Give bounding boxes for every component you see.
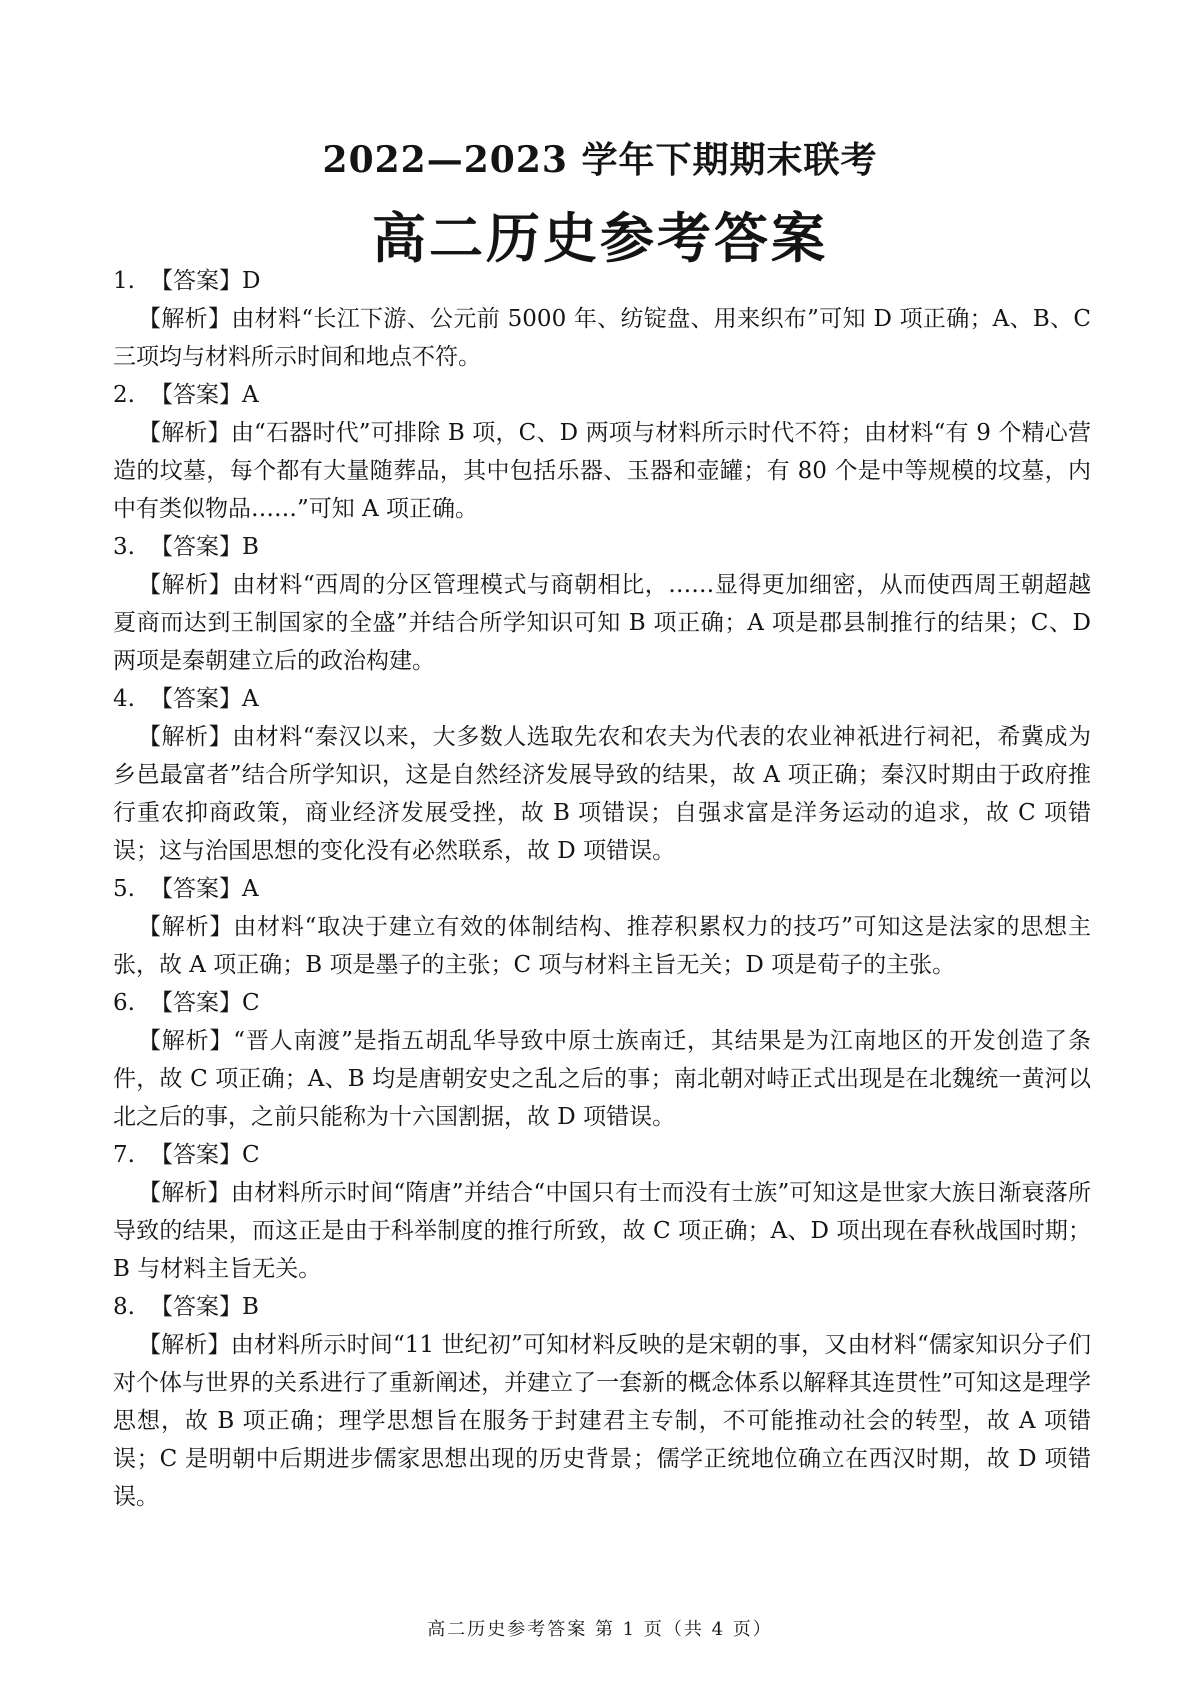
answer-label: 【答案】	[150, 534, 242, 560]
analysis-label: 【解析】	[138, 420, 231, 446]
answer-line	[113, 1136, 1091, 1174]
analysis-text: 由材料“取决于建立有效的体制结构、推荐积累权力的技巧”可知这是法家的思想主张，故 A 项正确；B 项是墨子的主张；C 项与材料主旨无关；D 项是荀子的主张。	[113, 914, 1091, 978]
analysis-paragraph	[113, 908, 1091, 984]
analysis-label: 【解析】	[138, 1332, 231, 1358]
answer-value: D	[242, 268, 261, 294]
question-item	[113, 376, 1091, 528]
question-item	[113, 262, 1091, 376]
analysis-text: 由材料“秦汉以来，大多数人选取先农和农夫为代表的农业神祇进行祠祀，希冀成为乡邑最富者”结合所学知识，这是自然经济发展导致的结果，故 A 项正确；秦汉时期由于政府推行重农抑商政策，商业经济发展受挫，故 B 项错误；自强求富是洋务运动的追求，故 C 项错误；这与治国思想的变化没有必然联系，故 D 项错误。	[113, 724, 1091, 864]
answer-line	[113, 528, 1091, 566]
answer-value: A	[242, 382, 259, 408]
answer-line	[113, 262, 1091, 300]
question-item	[113, 984, 1091, 1136]
answers-list	[113, 262, 1091, 1516]
question-number: 2.	[113, 382, 135, 408]
question-number: 5.	[113, 876, 135, 902]
analysis-label: 【解析】	[138, 1028, 234, 1054]
question-number: 8.	[113, 1294, 135, 1320]
answer-value: C	[242, 990, 260, 1016]
answer-line	[113, 680, 1091, 718]
answer-line	[113, 376, 1091, 414]
answer-value: B	[242, 534, 259, 560]
question-number: 7.	[113, 1142, 135, 1168]
analysis-paragraph	[113, 414, 1091, 528]
question-item	[113, 680, 1091, 870]
question-item	[113, 870, 1091, 984]
question-number: 3.	[113, 534, 135, 560]
analysis-label: 【解析】	[138, 306, 232, 332]
answer-value: C	[242, 1142, 260, 1168]
question-number: 6.	[113, 990, 135, 1016]
analysis-paragraph	[113, 1022, 1091, 1136]
answer-line	[113, 984, 1091, 1022]
document-title: 高二历史参考答案	[372, 206, 828, 270]
question-number: 4.	[113, 686, 135, 712]
exam-title: 2022—2023 学年下期期末联考	[322, 139, 878, 181]
question-item	[113, 1288, 1091, 1516]
analysis-label: 【解析】	[138, 1180, 231, 1206]
answer-label: 【答案】	[150, 382, 242, 408]
answer-value: B	[242, 1294, 259, 1320]
analysis-text: 由材料所示时间“11 世纪初”可知材料反映的是宋朝的事，又由材料“儒家知识分子们对个体与世界的关系进行了重新阐述，并建立了一套新的概念体系以解释其连贯性”可知这是理学思想，故 B 项正确；理学思想旨在服务于封建君主专制，不可能推动社会的转型，故 A 项错误；C 是明朝中后期进步儒家思想出现的历史背景；儒学正统地位确立在西汉时期，故 D 项错误。	[113, 1332, 1091, 1510]
analysis-paragraph	[113, 1174, 1091, 1288]
page-footer: 高二历史参考答案 第 1 页（共 4 页）	[427, 1619, 773, 1640]
analysis-text: “晋人南渡”是指五胡乱华导致中原士族南迁，其结果是为江南地区的开发创造了条件，故 C 项正确；A、B 均是唐朝安史之乱之后的事；南北朝对峙正式出现是在北魏统一黄河以北之后的事，之前只能称为十六国割据，故 D 项错误。	[113, 1028, 1091, 1130]
answer-label: 【答案】	[150, 686, 242, 712]
question-number: 1.	[113, 268, 135, 294]
answer-label: 【答案】	[150, 1142, 242, 1168]
analysis-label: 【解析】	[138, 914, 234, 940]
analysis-text: 由材料“长江下游、公元前 5000 年、纺锭盘、用来织布”可知 D 项正确；A、B、C 三项均与材料所示时间和地点不符。	[113, 306, 1091, 370]
answer-label: 【答案】	[150, 876, 242, 902]
question-item	[113, 528, 1091, 680]
answer-label: 【答案】	[150, 1294, 242, 1320]
analysis-label: 【解析】	[138, 724, 233, 750]
answer-label: 【答案】	[150, 990, 242, 1016]
analysis-paragraph	[113, 566, 1091, 680]
analysis-paragraph	[113, 1326, 1091, 1516]
question-item	[113, 1136, 1091, 1288]
answer-label: 【答案】	[150, 268, 242, 294]
analysis-text: 由“石器时代”可排除 B 项，C、D 两项与材料所示时代不符；由材料“有 9 个精心营造的坟墓，每个都有大量随葬品，其中包括乐器、玉器和壶罐；有 80 个是中等规模的坟墓，内中有类似物品……”可知 A 项正确。	[113, 420, 1092, 522]
analysis-text: 由材料“西周的分区管理模式与商朝相比，……显得更加细密，从而使西周王朝超越夏商而达到王制国家的全盛”并结合所学知识可知 B 项正确；A 项是郡县制推行的结果；C、D 两项是秦朝建立后的政治构建。	[113, 572, 1092, 674]
analysis-text: 由材料所示时间“隋唐”并结合“中国只有士而没有士族”可知这是世家大族日渐衰落所导致的结果，而这正是由于科举制度的推行所致，故 C 项正确；A、D 项出现在春秋战国时期；B 与材料主旨无关。	[113, 1180, 1091, 1282]
analysis-paragraph	[113, 718, 1091, 870]
answer-value: A	[242, 686, 259, 712]
analysis-paragraph	[113, 300, 1091, 376]
answer-line	[113, 870, 1091, 908]
answer-value: A	[242, 876, 259, 902]
analysis-label: 【解析】	[138, 572, 233, 598]
answer-line	[113, 1288, 1091, 1326]
